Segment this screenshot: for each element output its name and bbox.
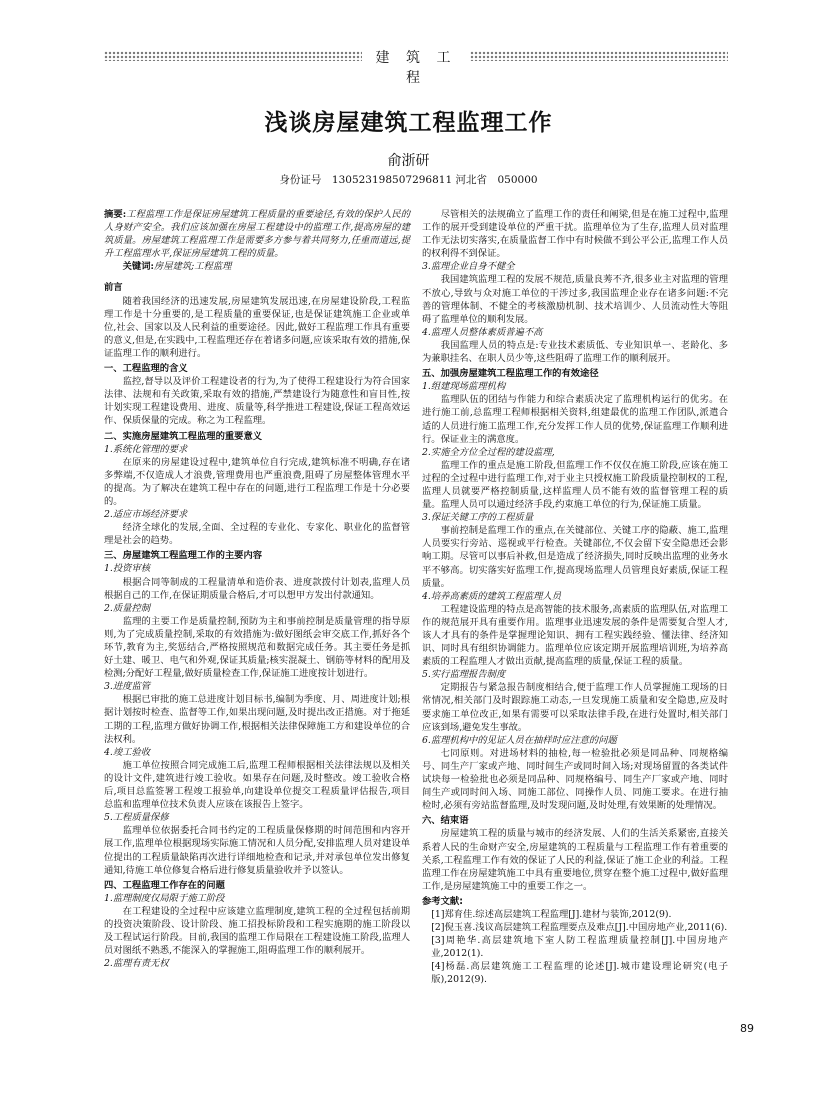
paragraph-5-2: 监理工作的重点是施工阶段,但监理工作不仅仅在施工阶段,应该在施工过程的全过程中进行监理工作,对于业主只授权施工阶段质量控制权的工程,监理人员就要严格控制质量,这样监理人员不能有效的监督管理工程的质量。监理人员可以通过经济手段,约束施工单位的行为,保证施工质量。 xyxy=(422,459,728,511)
subheading-2-1: 1.系统化管理的要求 xyxy=(104,443,188,455)
reference-item: [2]倪玉喜.浅议高层建筑工程监理要点及难点[J].中国房地产业,2011(6). xyxy=(431,922,728,934)
right-column xyxy=(422,208,728,987)
paragraph-5-1: 监理队伍的团结与作能力和综合素质决定了监理机构运行的优劣。在进行施工前,总监理工程师根据相关资料,组建最优的监理工作团队,派遣合适的人员进行施工监理工作,充分发挥工作人员的优势,保证监理工作顺利进行。保证业主的满意度。 xyxy=(422,394,728,445)
reference-item: [4]杨磊.高层建筑施工工程监理的论述[J].城市建设理论研究(电子版),2012(9). xyxy=(431,961,728,986)
reference-item: [3]周艳华.高层建筑地下室人防工程监理质量控制[J].中国房地产业,2012(1). xyxy=(431,935,728,960)
paragraph-3-2: 监理的主要工作是质量控制,预防为主和事前控制是质量管理的指导原则,为了完成质量控制,采取的有效措施为:做好图纸会审交底工作,抓好各个环节,教育为主,奖惩结合,严格按照规范和数据完成任务。其主要任务是抓好土建、暖卫、电气和外观,保证其质量;核实混凝土、钢筋等材料的配用及检测;分配好工程量,做好质量检查工作,保证施工进度按计划进行。 xyxy=(104,615,410,680)
heading-references: 参考文献: xyxy=(422,895,463,907)
author-affiliation: 身份证号 130523198507296811 河北省 050000 xyxy=(279,174,538,186)
header-dotted-bar-left xyxy=(104,51,362,61)
subheading-5-2: 2.实施全方位全过程的建设监理, xyxy=(422,446,555,458)
paragraph-3-4: 施工单位按照合同完成施工后,监理工程师根据相关法律法规以及相关的设计文件,建筑进行竣工验收。如果存在问题,及时整改。竣工验收合格后,项目总监签署工程竣工报验单,向建设单位提交工程质量评估报告,项目总监和监理单位技术负责人应该在该报告上签字。 xyxy=(104,759,410,811)
keywords-text: 房屋建筑;工程监理 xyxy=(153,261,232,273)
author-name: 俞浙研 xyxy=(387,153,430,169)
subheading-3-3: 3.进度监管 xyxy=(104,681,151,693)
running-header xyxy=(0,47,817,86)
paragraph-conclusion: 房屋建筑工程的质量与城市的经济发展、人们的生活关系紧密,直接关系着人民的生命财产安全,房屋建筑的工程质量与工程监理工作有着重要的关系,工程监理工作有效的保证了人民的利益,保证了施工企业的利益。工程监理工作在房屋建筑施工中具有重要地位,贯穿在整个施工过程中,做好监理工作,是房屋建筑施工中的重要工作之一。 xyxy=(422,828,728,892)
paragraph-2-1: 在原来的房屋建设过程中,建筑单位自行完成,建筑标准不明确,存在诸多弊端,不仅造成人才浪费,管理费用也严重浪费,阻碍了房屋整体管理水平的提高。为了解决在建筑工程中存在的问题,进行工程监理工作是十分必要的。 xyxy=(104,456,410,507)
paragraph-2-2: 经济全球化的发展,全面、全过程的专业化、专家化、职业化的监督管理是社会的趋势。 xyxy=(104,522,410,547)
subheading-5-4: 4.培养高素质的建筑工程监理人员 xyxy=(422,590,562,602)
paragraph-3-3: 根据已审批的施工总进度计划目标书,编制为季度、月、周进度计划;根据计划按时检查、监督等工作,如果出现问题,及时提出改正措施。对于拖延工期的工程,监理方做好协调工作,根据相关法律保障施工方和建设单位的合法权利。 xyxy=(104,694,410,745)
heading-section-2: 二、实施房屋建筑工程监理的重要意义 xyxy=(104,430,263,442)
subheading-3-4: 4.竣工验收 xyxy=(104,746,151,758)
reference-item: [1]郑育佳.综述高层建筑工程监理[J].建材与装饰,2012(9). xyxy=(431,908,672,920)
heading-section-6: 六、结束语 xyxy=(422,815,469,827)
keywords xyxy=(104,260,410,273)
keywords-label: 关键词: xyxy=(122,261,154,273)
paragraph-5-3: 事前控制是监理工作的重点,在关键部位、关键工序的隐蔽、施工,监理人员要实行旁站、巡视或平行检查。关键部位,不仅会留下安全隐患还会影响工期。尽管可以事后补救,但是造成了经济损失,同时反映出监理的业务水平不够高。切实落实好监理工作,提高现场监理人员管理良好素质,保证工程质量。 xyxy=(422,525,728,589)
subheading-4-3: 3.监理企业自身不健全 xyxy=(422,261,515,273)
subheading-3-5: 5.工程质量保修 xyxy=(104,812,169,824)
paragraph-5-6: 七同原则。对进场材料的抽检,每一检验批必须是同品种、同规格编号、同生产厂家或产地、同时间生产或同时间入场;对现场留置的各类试件试块每一检验批也必须是同品种、同规格编号、同生产厂家或产地、同时间生产或同时间入场、同施工部位、同操作人员、同施工要求。在进行抽检时,必须有旁站监督监理,及时发现问题,及时处理,有效果断的处理情况。 xyxy=(422,747,728,812)
abstract-text: 工程监理工作是保证房屋建筑工程质量的重要途径,有效的保护人民的人身财产安全。我们应该加强在房屋工程建设中的监理工作,提高房屋的建筑质量。房屋建筑工程监理工作是需要多方参与着共同努力,任重而道远,提升工程监理水平,保证房屋建筑工程的质量。 xyxy=(104,209,410,260)
subheading-3-2: 2.质量控制 xyxy=(104,602,151,614)
subheading-5-6: 6.监理机构中的见证人员在抽样时应注意的问题 xyxy=(422,734,617,746)
subheading-5-1: 1.组建现场监理机构 xyxy=(422,381,506,393)
paragraph-4-3: 我国建筑监理工程的发展不规范,质量良莠不齐,很多业主对监理的管理不放心,导致与众对施工单位的干涉过多,我国监理企业存在诸多问题:不完善的管理体制、不健全的考核激励机制、技术培训少、人员流动性大等阻碍了监理单位的顺利发展。 xyxy=(422,274,728,325)
subheading-4-2: 2.监理有责无权 xyxy=(104,958,169,970)
paragraph-4-2-cont: 尽管相关的法规确立了监理工作的责任和阐梁,但是在施工过程中,监理工作的展开受到建设单位的严重干扰。监理单位为了生存,监理人员对监理工作无法切实落实,在质量监督工作中有时候做不到公平公正,监理工作人员的权利得不到保证。 xyxy=(422,209,728,260)
heading-section-4: 四、工程监理工作存在的问题 xyxy=(104,879,225,891)
paragraph-3-1: 根据合同等制成的工程量清单和造价表、进度款拨付计划表,监理人员根据自己的工作,在保证期质量合格后,才可以想甲方发出付款通知。 xyxy=(104,576,410,601)
paragraph-5-4: 工程建设监理的特点是高智能的技术服务,高素质的监理队伍,对监理工作的规范展开具有重要作用。监理事业迅速发展的条件是需要复合型人才,该人才具有的条件是掌握理论知识、拥有工程实践经验、懂法律、经济知识、同时具有组织协调能力。监理单位应该定期开展监理培训班,为培养高素质的工程监理人才做出贡献,提高监理的质量,保证工程的质量。 xyxy=(422,603,728,668)
heading-section-3: 三、房屋建筑工程监理工作的主要内容 xyxy=(104,550,263,562)
abstract xyxy=(104,208,410,260)
subheading-5-3: 3.保证关键工序的工程质量 xyxy=(422,512,534,524)
heading-section-1: 一、工程监理的含义 xyxy=(104,363,188,375)
subheading-4-4: 4.监理人员整体素质普遍不高 xyxy=(422,326,543,338)
heading-section-5: 五、加强房屋建筑工程监理工作的有效途径 xyxy=(422,368,599,380)
paragraph-section-1: 监控,督导以及评价工程建设者的行为,为了使得工程建设行为符合国家法律、法规和有关政策,采取有效的措施,严禁建设行为随意性和盲目性,按计划实现工程建设费用、进度、质量等,科学推进工程建设,保证工程高效运作、保质保量的完成。称之为工程监理。 xyxy=(104,376,410,427)
paragraph-4-1: 在工程建设的全过程中应该建立监理制度,建筑工程的全过程包括前期的投资决策阶段、设计阶段、施工招投标阶段和工程实施期的施工阶段以及工程试运行阶段。目前,我国的监理工作局限在工程建设施工阶段,监理人员对图纸不熟悉,不能深入的掌握施工,阻碍监理工作的顺利展开。 xyxy=(104,905,410,957)
subheading-5-5: 5.实行监理报告制度 xyxy=(422,669,506,681)
heading-preface: 前言 xyxy=(104,282,123,294)
paragraph-3-5: 监理单位依据委托合同书约定的工程质量保修期的时间范围和内容开展工作,监理单位根据现场实际施工情况和人员分配,安排监理人员对建设单位提出的工程质量缺陷再次进行详细地检查和记录,并对承包单位发出修复通知,待施工单位修复合格后进行修复质量验收并予以签认。 xyxy=(104,825,410,876)
paragraph-preface: 随着我国经济的迅速发展,房屋建筑发展迅速,在房屋建设阶段,工程监理工作是十分重要的,是工程质量的重要保证,也是保证建筑施工企业或单位,社会、国家以及人民利益的重要途径。因此,做好工程监理工作具有重要的意义,但是,在实践中,工程监理还存在着诸多问题,应该采取有效的措施,保证监理工作的顺利进行。 xyxy=(104,295,410,359)
page-number: 89 xyxy=(740,1022,754,1035)
paragraph-5-5: 定期报告与紧急报告制度相结合,便于监理工作人员掌握施工现场的日常情况,相关部门及时跟踪施工动态,一旦发现施工质量和安全隐患,应及时要求施工单位改正,如果有需要可以采取法律手段,在进行处置时,相关部门应该到场,避免发生事故。 xyxy=(422,682,728,733)
article-title: 浅谈房屋建筑工程监理工作 xyxy=(264,110,553,136)
left-column xyxy=(104,208,410,970)
abstract-label: 摘要: xyxy=(104,209,127,220)
subheading-3-1: 1.投资审核 xyxy=(104,563,151,575)
paragraph-4-4: 我国监理人员的特点是:专业技术素质低、专业知识单一、老龄化、多为兼职挂名、在职人员少等,这些阻碍了监理工作的顺利展开。 xyxy=(422,339,728,365)
header-dotted-bar-right xyxy=(470,51,728,61)
header-section-label: 建 筑 工 程 xyxy=(375,50,457,86)
subheading-2-2: 2.适应市场经济要求 xyxy=(104,509,188,521)
subheading-4-1: 1.监理制度仅局限于施工阶段 xyxy=(104,892,225,904)
